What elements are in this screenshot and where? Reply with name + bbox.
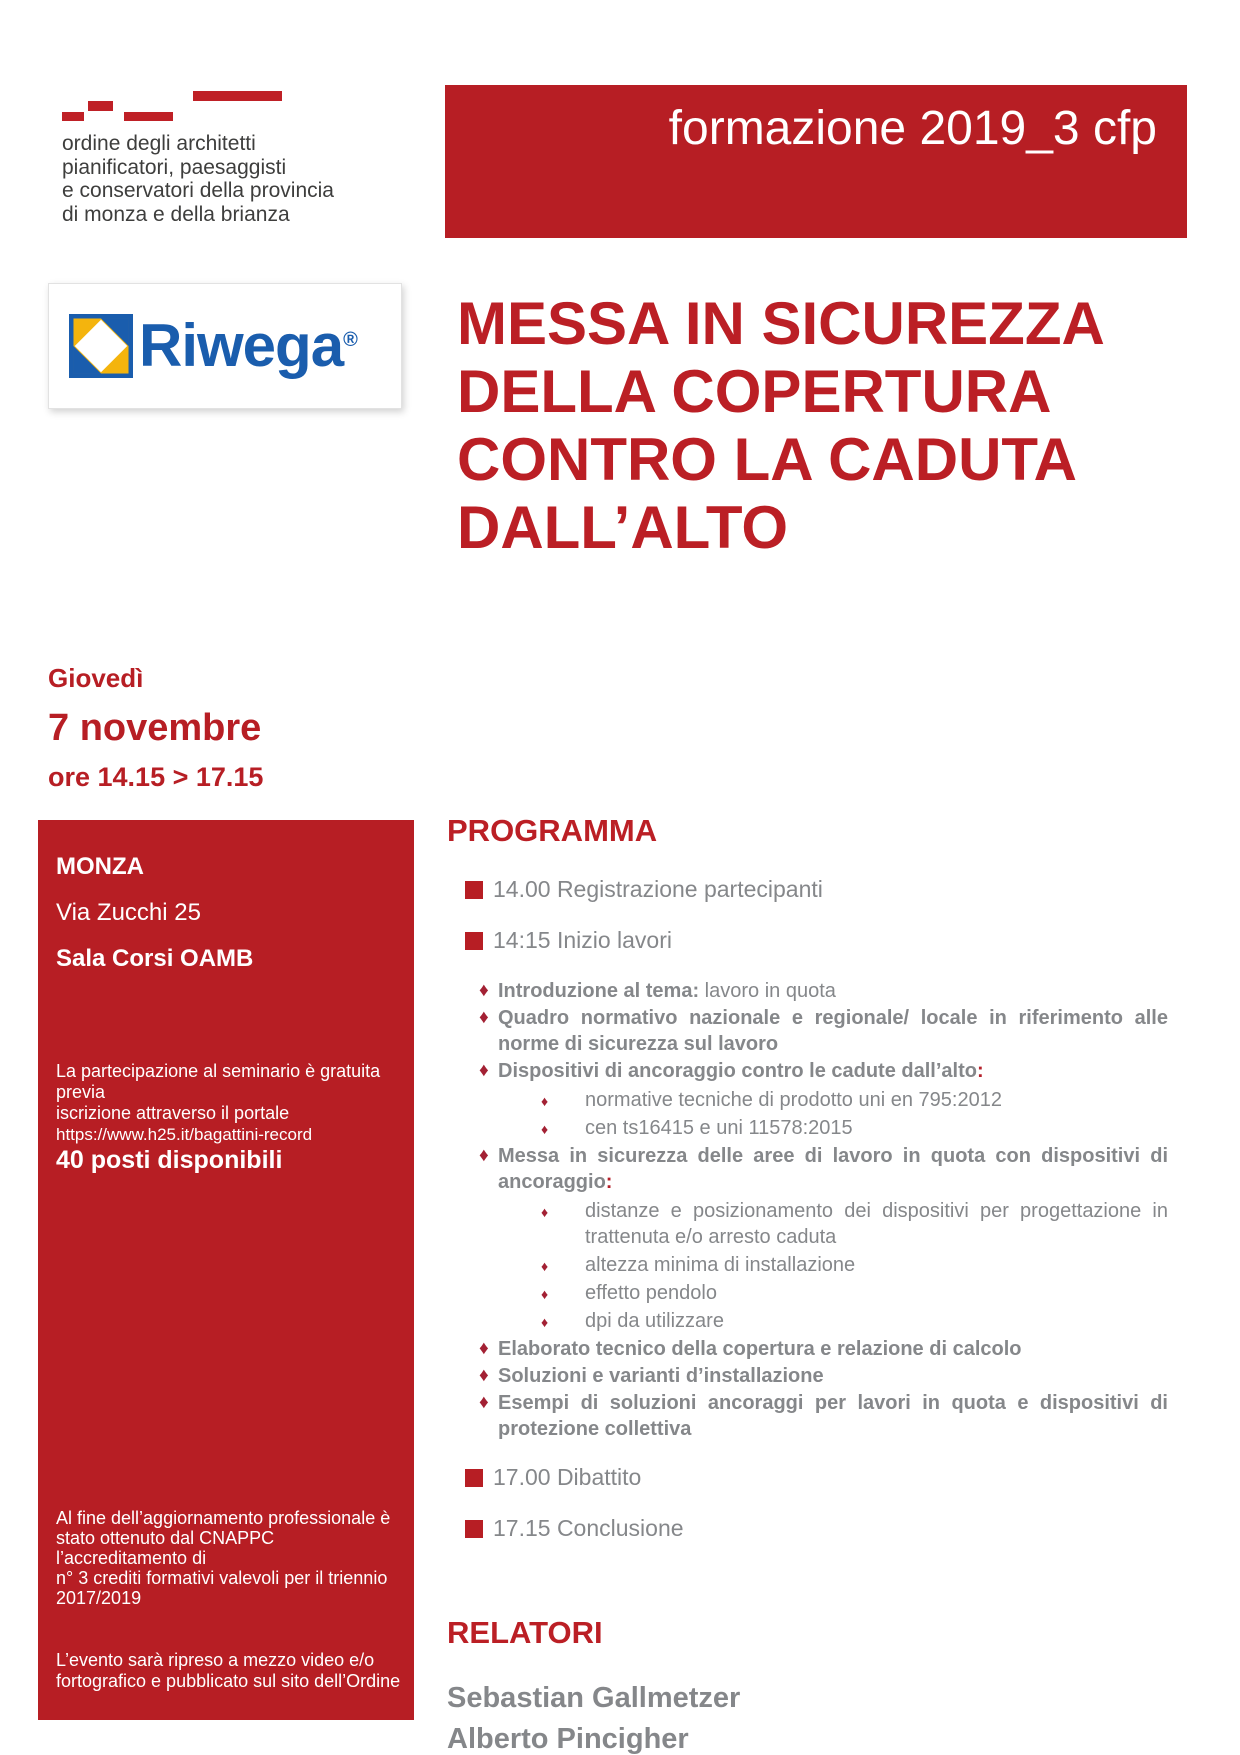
venue-room: Sala Corsi OAMB: [56, 945, 254, 972]
registration-text-line: La partecipazione al seminario è gratuita previa: [56, 1061, 381, 1102]
subtopic-text: distanze e posizionamento dei dispositivi per progettazione in trattenuta e/o arresto caduta: [585, 1200, 1168, 1248]
program-heading: PROGRAMMA: [447, 813, 658, 848]
speakers-list: [447, 1678, 1168, 1755]
title-line: CONTRO LA CADUTA: [457, 426, 1077, 493]
topic-item: [481, 1363, 1168, 1389]
registration-block: [56, 1061, 406, 1145]
registration-url-link[interactable]: https://www.h25.it/bagattini-record: [56, 1125, 313, 1144]
title-line: DELLA COPERTURA: [457, 358, 1052, 425]
subtopic-text: dpi da utilizzare: [585, 1310, 724, 1332]
topics-list: [481, 978, 1168, 1442]
org-name-line: ordine degli architetti: [62, 132, 256, 155]
org-logo-marks-icon: [62, 88, 382, 130]
schedule-item: [465, 876, 1168, 903]
topic-label: Dispositivi di ancoraggio contro le cadute dall’alto: [498, 1060, 977, 1082]
diamond-bullet-icon: ♦: [541, 1286, 549, 1302]
topic-label: Soluzioni e varianti d’installazione: [498, 1365, 824, 1387]
event-time: ore 14.15 > 17.15: [48, 762, 264, 792]
schedule-item-label: 17.15 Conclusione: [493, 1515, 684, 1541]
accreditation-note: [56, 1508, 406, 1608]
speaker-name: Sebastian Gallmetzer: [447, 1682, 741, 1714]
org-name-line: di monza e della brianza: [62, 202, 290, 226]
topic-item: [481, 1336, 1168, 1362]
logo-mark: [124, 112, 173, 121]
topic-label: Introduzione al tema:: [498, 980, 700, 1002]
diamond-bullet-icon: ♦: [479, 1365, 489, 1386]
speaker-name: Alberto Pincigher: [447, 1723, 689, 1755]
venue-street: Via Zucchi 25: [56, 899, 201, 926]
org-name: [62, 132, 382, 226]
topic-item: [481, 1005, 1168, 1057]
subtopic-item: [481, 1252, 1168, 1278]
topic-item: [481, 1058, 1168, 1084]
topic-item: [481, 978, 1168, 1004]
subtopic-item: [481, 1115, 1168, 1141]
schedule-item: [465, 1515, 1168, 1542]
topic-item: [481, 1390, 1168, 1442]
topic-colon: :: [605, 1171, 613, 1193]
accreditation-line: n° 3 crediti formativi valevoli per il triennio: [56, 1568, 388, 1588]
subtopic-text: effetto pendolo: [585, 1282, 717, 1304]
diamond-bullet-icon: ♦: [479, 1338, 489, 1359]
riwega-wordmark: Riwega: [139, 312, 344, 379]
page-title: [457, 290, 1172, 562]
square-bullet-icon: [465, 881, 483, 899]
banner-label: formazione 2019_3 cfp: [668, 102, 1157, 155]
topic-text: lavoro in quota: [699, 980, 836, 1002]
venue-city: MONZA: [56, 853, 144, 880]
schedule-item: [465, 1464, 1168, 1491]
diamond-bullet-icon: ♦: [479, 1007, 489, 1028]
topic-label: Messa in sicurezza delle aree di lavoro in quota con dispositivi di ancoraggio: [498, 1145, 1168, 1193]
logo-mark: [193, 91, 282, 101]
subtopic-item: [481, 1198, 1168, 1250]
subtopic-text: cen ts16415 e uni 11578:2015: [585, 1117, 853, 1139]
speakers-heading: RELATORI: [447, 1615, 603, 1650]
subtopic-text: normative tecniche di prodotto uni en 795:2012: [585, 1089, 1002, 1111]
subtopic-item: [481, 1280, 1168, 1306]
org-logo: [62, 88, 382, 226]
topic-label: Elaborato tecnico della copertura e relazione di calcolo: [498, 1338, 1022, 1360]
square-bullet-icon: [465, 1520, 483, 1538]
square-bullet-icon: [465, 932, 483, 950]
accreditation-line: 2017/2019: [56, 1588, 142, 1608]
riwega-logo-icon: [69, 314, 133, 378]
event-weekday: Giovedì: [48, 663, 144, 693]
logo-mark: [88, 101, 113, 111]
org-name-line: pianificatori, paesaggisti: [62, 155, 287, 179]
schedule-item-label: 14:15 Inizio lavori: [493, 927, 672, 953]
subtopics-list: [481, 1087, 1168, 1141]
topic-label: Quadro normativo nazionale e regionale/ locale in riferimento alle norme di sicurezza sul lavoro: [498, 1007, 1168, 1055]
org-name-line: e conservatori della provincia: [62, 179, 334, 202]
accreditation-line: stato ottenuto dal CNAPPC l’accreditamento di: [56, 1528, 275, 1568]
recording-line: fortografico e pubblicato sul sito dell’Ordine: [56, 1671, 401, 1691]
topic-label: Esempi di soluzioni ancoraggi per lavori in quota e dispositivi di protezione collettiva: [498, 1392, 1168, 1440]
diamond-bullet-icon: ♦: [541, 1204, 549, 1220]
subtopic-item: [481, 1308, 1168, 1334]
title-line: MESSA IN SICUREZZA: [457, 290, 1105, 357]
schedule-item: [465, 927, 1168, 954]
diamond-bullet-icon: ♦: [479, 1145, 489, 1166]
event-date-block: [48, 655, 263, 799]
diamond-bullet-icon: ♦: [541, 1121, 549, 1137]
title-line: DALL’ALTO: [457, 494, 789, 561]
diamond-bullet-icon: ♦: [541, 1093, 549, 1109]
riwega-logo: [48, 283, 402, 409]
schedule-item-label: 17.00 Dibattito: [493, 1464, 642, 1490]
topic-colon: :: [976, 1060, 984, 1082]
diamond-bullet-icon: ♦: [541, 1258, 549, 1274]
event-date: 7 novembre: [48, 707, 262, 749]
venue-block: [56, 844, 253, 982]
accreditation-line: Al fine dell’aggiornamento professionale è: [56, 1508, 391, 1528]
formazione-banner: [445, 85, 1187, 238]
square-bullet-icon: [465, 1469, 483, 1487]
registration-text-line: iscrizione attraverso il portale: [56, 1103, 290, 1123]
info-sidebar: [38, 820, 414, 1720]
recording-line: L’evento sarà ripreso a mezzo video e/o: [56, 1650, 375, 1670]
topic-item: [481, 1143, 1168, 1195]
subtopic-text: altezza minima di installazione: [585, 1254, 856, 1276]
diamond-bullet-icon: ♦: [479, 980, 489, 1001]
logo-mark: [62, 112, 84, 121]
diamond-bullet-icon: ♦: [541, 1314, 549, 1330]
diamond-bullet-icon: ♦: [479, 1392, 489, 1413]
registered-mark: ®: [343, 328, 358, 351]
program-section: [447, 812, 1168, 1755]
recording-note: [56, 1650, 406, 1692]
subtopic-item: [481, 1087, 1168, 1113]
schedule-item-label: 14.00 Registrazione partecipanti: [493, 876, 823, 902]
subtopics-list: [481, 1198, 1168, 1334]
seats-available: 40 posti disponibili: [56, 1146, 283, 1174]
diamond-bullet-icon: ♦: [479, 1060, 489, 1081]
